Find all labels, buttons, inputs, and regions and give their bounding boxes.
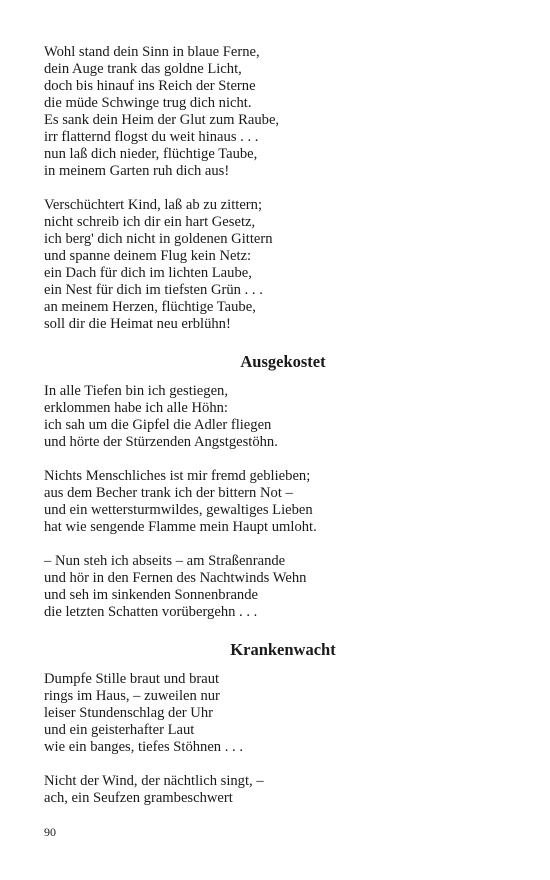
page-number: 90 bbox=[44, 825, 56, 839]
poem-line: ein Nest für dich im tiefsten Grün . . . bbox=[44, 282, 263, 298]
poem-line: Es sank dein Heim der Glut zum Raube, bbox=[44, 112, 280, 128]
stanza bbox=[44, 773, 514, 807]
poem-line: und hörte der Stürzenden Angstgestöhn. bbox=[44, 434, 278, 450]
poem-line: nun laß dich nieder, flüchtige Taube, bbox=[44, 146, 258, 162]
poem-section bbox=[44, 44, 514, 333]
poem-line: rings im Haus, – zuweilen nur bbox=[44, 688, 220, 704]
stanza bbox=[44, 468, 514, 536]
stanza-gap bbox=[44, 536, 514, 553]
poem-line: und seh im sinkenden Sonnenbrande bbox=[44, 587, 259, 603]
poem-line: die müde Schwinge trug dich nicht. bbox=[44, 95, 252, 111]
poem-line: dein Auge trank das goldne Licht, bbox=[44, 61, 242, 77]
poem-section bbox=[44, 640, 514, 807]
poem-title: Ausgekostet bbox=[240, 352, 326, 371]
poem-line: Nichts Menschliches ist mir fremd geblieben; bbox=[44, 468, 311, 484]
poem-line: erklommen habe ich alle Höhn: bbox=[44, 400, 228, 416]
page-content bbox=[44, 44, 514, 807]
poem-line: ich sah um die Gipfel die Adler fliegen bbox=[44, 417, 272, 433]
stanza bbox=[44, 383, 514, 451]
poem-line: die letzten Schatten vorübergehn . . . bbox=[44, 604, 258, 620]
poem-line: Dumpfe Stille braut und braut bbox=[44, 671, 220, 687]
poem-line: an meinem Herzen, flüchtige Taube, bbox=[44, 299, 256, 315]
poem-line: doch bis hinauf ins Reich der Sterne bbox=[44, 78, 256, 94]
poem-line: Verschüchtert Kind, laß ab zu zittern; bbox=[44, 197, 263, 213]
poem-line: und hör in den Fernen des Nachtwinds Wehn bbox=[44, 570, 307, 586]
stanza bbox=[44, 671, 514, 756]
poem-line: – Nun steh ich abseits – am Straßenrande bbox=[44, 553, 286, 569]
poem-line: ich berg' dich nicht in goldenen Gittern bbox=[44, 231, 273, 247]
poem-line: aus dem Becher trank ich der bittern Not – bbox=[44, 485, 293, 501]
poem-line: und ein geisterhafter Laut bbox=[44, 722, 195, 738]
poem-line: wie ein banges, tiefes Stöhnen . . . bbox=[44, 739, 243, 755]
stanza-gap bbox=[44, 451, 514, 468]
poem-line: und spanne deinem Flug kein Netz: bbox=[44, 248, 252, 264]
poem-line: ach, ein Seufzen grambeschwert bbox=[44, 790, 233, 806]
poem-line: in meinem Garten ruh dich aus! bbox=[44, 163, 230, 179]
stanza bbox=[44, 553, 514, 621]
poem-line: Nicht der Wind, der nächtlich singt, – bbox=[44, 773, 264, 789]
poem-line: ein Dach für dich im lichten Laube, bbox=[44, 265, 252, 281]
poem-line: nicht schreib ich dir ein hart Gesetz, bbox=[44, 214, 256, 230]
poem-line: hat wie sengende Flamme mein Haupt umloht. bbox=[44, 519, 317, 535]
poem-line: soll dir die Heimat neu erblühn! bbox=[44, 316, 231, 332]
poem-section bbox=[44, 352, 514, 621]
stanza-gap bbox=[44, 180, 514, 197]
stanza bbox=[44, 197, 514, 333]
poem-line: leiser Stundenschlag der Uhr bbox=[44, 705, 213, 721]
poem-title: Krankenwacht bbox=[230, 640, 336, 659]
poem-line: Wohl stand dein Sinn in blaue Ferne, bbox=[44, 44, 260, 60]
poem-line: irr flatternd flogst du weit hinaus . . . bbox=[44, 129, 259, 145]
poem-line: In alle Tiefen bin ich gestiegen, bbox=[44, 383, 229, 399]
stanza bbox=[44, 44, 514, 180]
poem-line: und ein wettersturmwildes, gewaltiges Lieben bbox=[44, 502, 313, 518]
stanza-gap bbox=[44, 756, 514, 773]
